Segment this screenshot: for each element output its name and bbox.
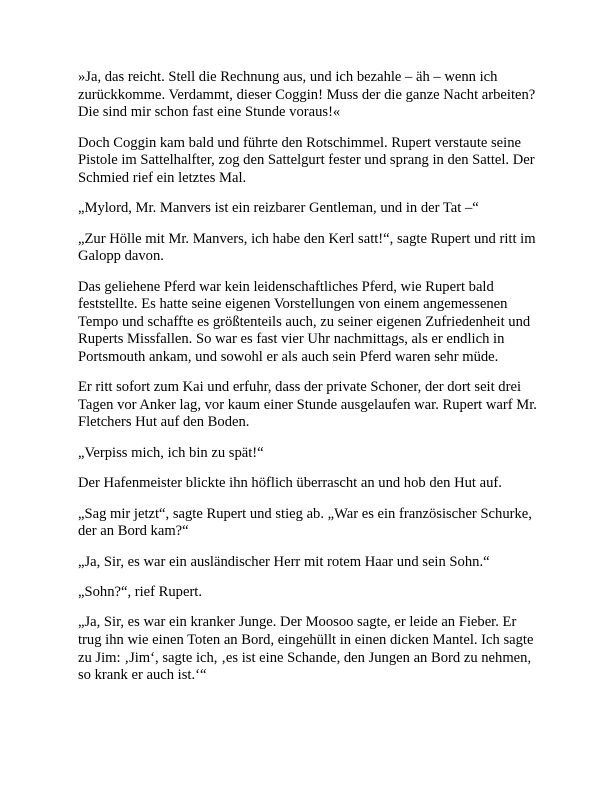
paragraph: „Zur Hölle mit Mr. Manvers, ich habe den Kerl satt!“, sagte Rupert und ritt im Galopp davon.	[78, 230, 536, 265]
paragraph: „Ja, Sir, es war ein ausländischer Herr mit rotem Haar und sein Sohn.“	[78, 553, 490, 570]
paragraph: „Verpiss mich, ich bin zu spät!“	[78, 444, 264, 461]
paragraph: „Sohn?“, rief Rupert.	[78, 584, 203, 601]
paragraph: »Ja, das reicht. Stell die Rechnung aus, und ich bezahle – äh – wenn ich zurückkomme. Verdammt, dieser Coggin! Muss der die ganze Nacht arbeiten? Die sind mir schon fast eine Stunde voraus!«	[78, 69, 536, 121]
paragraph: Der Hafenmeister blickte ihn höflich überrascht an und hob den Hut auf.	[78, 475, 502, 492]
paragraph: Er ritt sofort zum Kai und erfuhr, dass der private Schoner, der dort seit drei Tagen vor Anker lag, vor kaum einer Stunde ausgelaufen war. Rupert warf Mr. Fletchers Hut auf den Boden.	[78, 379, 537, 431]
paragraph: „Ja, Sir, es war ein kranker Junge. Der Moosoo sagte, er leide an Fieber. Er trug ihn wie einen Toten an Bord, eingehüllt in einen dicken Mantel. Ich sagte zu Jim: ‚Jim‘, sagte ich, ‚es ist eine Schande, den Jungen an Bord zu nehmen, so krank er auch ist.‘“	[78, 614, 534, 684]
paragraph: Das geliehene Pferd war kein leidenschaftliches Pferd, wie Rupert bald feststellte. Es hatte seine eigenen Vorstellungen von einem angemessenen Tempo und schaffte es größtenteils auch, zu seiner eigenen Zufriedenheit und Ruperts Missfallen. So war es fast vier Uhr nachmittags, als er endlich in Portsmouth ankam, und sowohl er als auch sein Pferd waren sehr müde.	[78, 278, 531, 365]
paragraph: „Mylord, Mr. Manvers ist ein reizbarer Gentleman, und in der Tat –“	[78, 200, 479, 217]
body-text	[78, 69, 538, 698]
paragraph: „Sag mir jetzt“, sagte Rupert und stieg ab. „War es ein französischer Schurke, der an Bord kam?“	[78, 505, 532, 540]
paragraph: Doch Coggin kam bald und führte den Rotschimmel. Rupert verstaute seine Pistole im Sattelhalfter, zog den Sattelgurt fester und sprang in den Sattel. Der Schmied rief ein letztes Mal.	[78, 134, 535, 186]
